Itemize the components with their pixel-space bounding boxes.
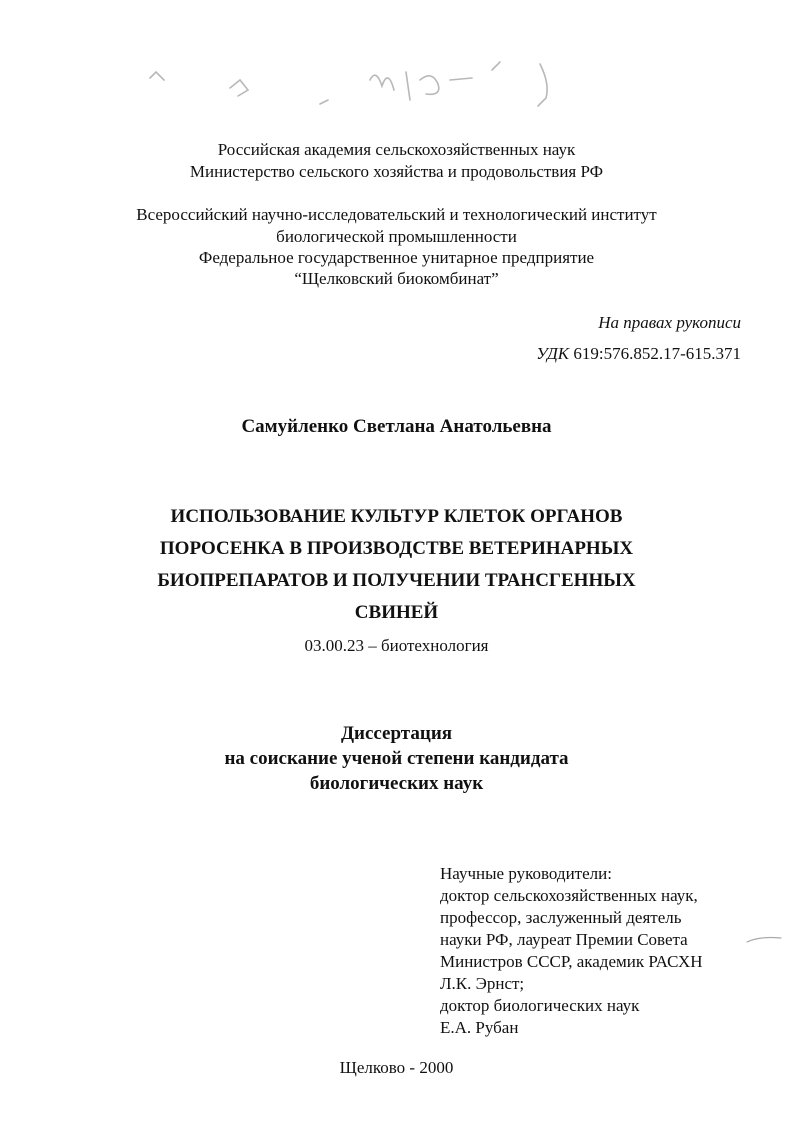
supervisors-heading: Научные руководители: xyxy=(440,864,612,883)
supervisor-line: доктор биологических наук xyxy=(440,996,640,1015)
udk-value: 619:576.852.17-615.371 xyxy=(573,344,741,363)
supervisor-line: доктор сельскохозяйственных наук, xyxy=(440,886,698,905)
udk-label: УДК xyxy=(536,344,570,363)
supervisor-line: Е.А. Рубан xyxy=(440,1018,519,1037)
degree-label: Диссертация xyxy=(340,723,453,744)
supervisor-line: Л.К. Эрнст; xyxy=(440,974,525,993)
title-line-2: ПОРОСЕНКА В ПРОИЗВОДСТВЕ ВЕТЕРИНАРНЫХ xyxy=(159,538,634,559)
supervisor-line: профессор, заслуженный деятель xyxy=(440,908,682,927)
supervisor-line: Министров СССР, академик РАСХН xyxy=(440,952,703,971)
handwritten-scribble xyxy=(120,50,600,130)
institute-line-2: биологической промышленности xyxy=(276,227,517,246)
title-line-3: БИОПРЕПАРАТОВ И ПОЛУЧЕНИИ ТРАНСГЕННЫХ xyxy=(157,570,636,591)
author-name: Самуйленко Светлана Анатольевна xyxy=(241,416,552,437)
title-line-4: СВИНЕЙ xyxy=(354,602,439,623)
enterprise-type: Федеральное государственное унитарное предприятие xyxy=(198,248,595,267)
enterprise-name: “Щелковский биокомбинат” xyxy=(294,269,499,288)
supervisor-line: науки РФ, лауреат Премии Совета xyxy=(440,930,688,949)
city-year: Щелково - 2000 xyxy=(339,1058,454,1077)
manuscript-rights: На правах рукописи xyxy=(598,313,741,332)
degree-line-3: биологических наук xyxy=(309,773,484,794)
specialty-code: 03.00.23 – биотехнология xyxy=(304,636,489,655)
title-line-1: ИСПОЛЬЗОВАНИЕ КУЛЬТУР КЛЕТОК ОРГАНОВ xyxy=(170,506,623,527)
udk-code xyxy=(536,344,741,364)
academy-name: Российская академия сельскохозяйственных наук xyxy=(217,140,576,159)
institute-line-1: Всероссийский научно-исследовательский и технологический институт xyxy=(136,205,657,224)
pen-mark xyxy=(745,932,785,948)
degree-line-2: на соискание ученой степени кандидата xyxy=(224,748,569,769)
ministry-name: Министерство сельского хозяйства и продовольствия РФ xyxy=(189,162,604,181)
